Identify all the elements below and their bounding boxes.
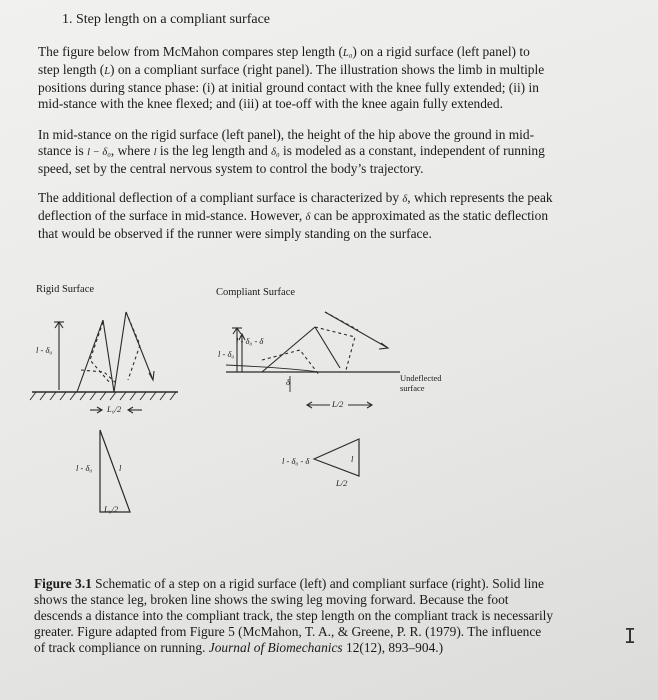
compliant-height-outer-label: l - δ₀ - δ	[236, 336, 264, 346]
compliant-step-label: L/2	[332, 399, 344, 409]
rigid-height-label: l - δ₀	[36, 345, 53, 355]
paragraph-1: The figure below from McMahon compares step length (L₀) on a rigid surface (left panel) to step length (L) on a compliant surface (right panel). The illustration shows the limb in multiple positions during stance phase: (i) at initial ground contact with the knee fully extended; (ii) in mid-stance with the knee flexed; and (iii) at toe-off with the knee again fully extended.	[38, 44, 545, 111]
compliant-stance-leg-initial	[262, 327, 315, 372]
undeflected-surface-label: Undeflected surface	[400, 373, 442, 393]
rigid-triangle	[100, 430, 130, 512]
compliant-stance-leg-toeoff	[325, 312, 388, 348]
rigid-stance-leg-mid	[114, 312, 126, 392]
compliant-triangle-base-label: L/2	[336, 478, 348, 488]
paragraph-3: The additional deflection of a compliant surface is characterized by δ, which represents the peak deflection of the surface in mid-stance. However, δ can be approximated as the static deflection that would be observed if the runner were simply standing on the surface.	[38, 190, 553, 241]
rigid-surface-title: Rigid Surface	[36, 284, 95, 295]
compliant-stance-leg-mid	[315, 327, 340, 368]
compliant-triangle-side-label: l - δ₀ - δ	[282, 456, 310, 466]
rigid-triangle-base-label: L₀/2	[104, 504, 119, 514]
delta-label: δ	[286, 377, 290, 387]
text-cursor-icon: I	[624, 624, 637, 648]
compliant-swing-leg	[262, 312, 358, 376]
paragraph-2: In mid-stance on the rigid surface (left panel), the height of the hip above the ground in mid- stance is l − δ₀, where l is the leg length and δ₀ is modeled as a constant, independent of running speed, set by the central nervous system to control the body’s trajectory.	[38, 127, 545, 176]
rigid-triangle-side-label: l - δ₀	[76, 463, 93, 473]
rigid-stance-leg-initial	[77, 320, 103, 392]
section-heading: 1. Step length on a compliant surface	[62, 12, 270, 27]
compliant-height-inner-label: l - δ₀	[218, 349, 235, 359]
rigid-triangle-hyp-label: l	[119, 463, 122, 473]
figure-caption: Figure 3.1 Schematic of a step on a rigid surface (left) and compliant surface (right). Solid line shows the stance leg, broken line shows the swing leg moving forward. Because the foot descends a distance into the compliant track, the step length on the compliant track is necessarily greater. Figure adapted from Figure 5 (McMahon, T. A., & Greene, P. R. (1979). The influence of track compliance on running. Journal of Biomechanics 12(12), 893–904.)	[34, 576, 554, 655]
rigid-ground-hatch	[30, 392, 176, 400]
rigid-step-label: L₀/2	[107, 404, 122, 414]
deflected-surface	[226, 365, 318, 372]
compliant-surface-title: Compliant Surface	[216, 287, 296, 298]
compliant-triangle-hyp-label: l	[351, 454, 354, 464]
